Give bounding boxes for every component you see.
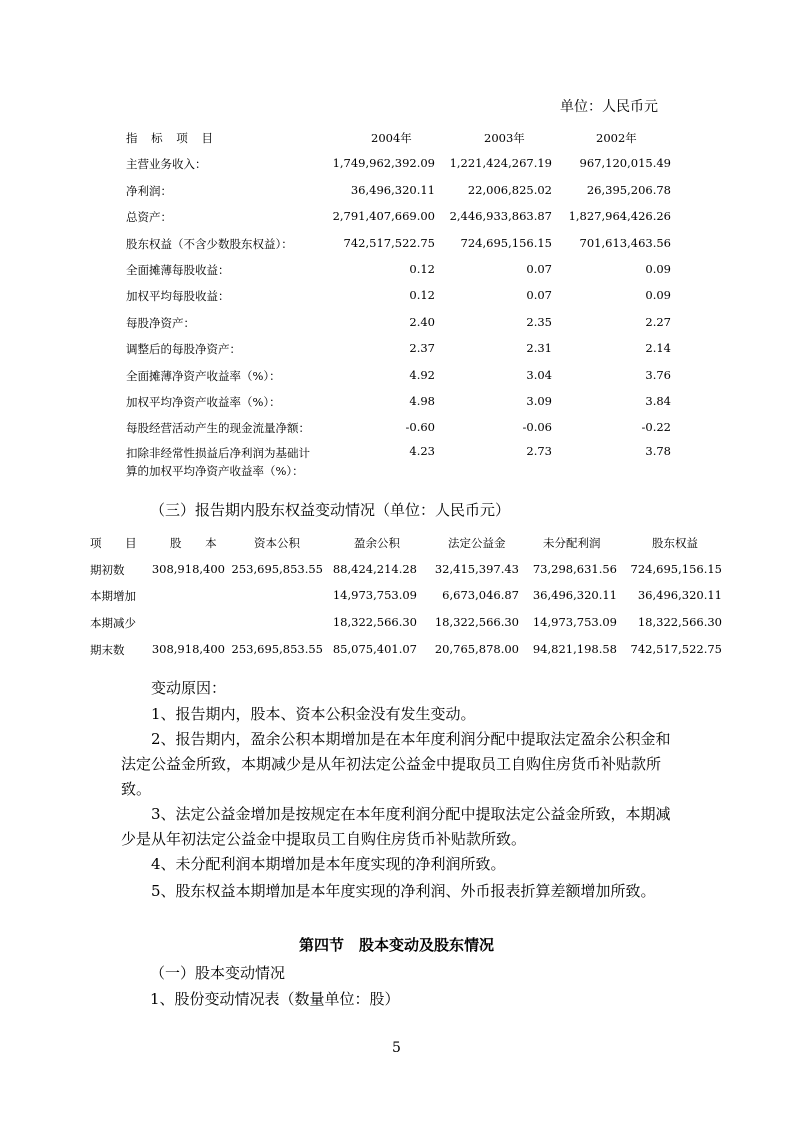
value-2004: -0.60 [405,420,435,435]
row-label-line1: 扣除非经常性损益后净利润为基础计 [126,445,310,460]
table-row [90,557,722,584]
row-label: 净利润： [126,183,172,198]
value-2003: 3.04 [526,367,552,382]
table-row [126,258,671,284]
table-row [126,364,671,390]
cell: 742,517,522.75 [630,641,722,656]
value-2002: 701,613,463.56 [579,235,671,250]
section-title: 第四节 股本变动及股东情况 [298,936,494,954]
reason-paragraph: 1、报告期内，股本、资本公积金没有发生变动。 [151,705,476,723]
row-label: 调整后的每股净资产： [126,342,241,357]
header-item: 项 目 [90,536,147,550]
value-2002: 967,120,015.49 [579,156,671,171]
row-label-line2: 算的加权平均净资产收益率（%）： [126,463,304,478]
table-header-row [126,126,671,152]
value-2002: 2.14 [645,341,671,356]
value-2003: 2.73 [526,443,552,458]
cell: 724,695,156.15 [630,561,722,576]
cell: 253,695,853.55 [231,561,323,576]
value-2002: -0.22 [641,420,671,435]
header-2003: 2003年 [484,131,525,145]
value-2004: 2.37 [409,341,435,356]
row-label: 股东权益（不含少数股东权益）： [126,236,293,251]
table-row [126,337,671,363]
value-2003: 22,006,825.02 [467,182,552,197]
cell: 36,496,320.11 [637,588,722,603]
value-2003: 1,221,424,267.19 [449,156,552,171]
row-label [126,444,310,480]
cell: 18,322,566.30 [434,615,519,630]
value-2003: 0.07 [526,288,552,303]
table-row [126,311,671,337]
financial-indicators-table [126,126,671,483]
cell: 32,415,397.43 [434,561,519,576]
unit-label: 单位：人民币元 [560,99,658,115]
row-label: 加权平均每股收益： [126,289,230,304]
cell: 14,973,753.09 [332,588,417,603]
table-row [90,637,722,664]
cell: 94,821,198.58 [532,641,617,656]
cell: 14,973,753.09 [532,615,617,630]
value-2004: 4.23 [409,443,435,458]
reason-paragraph: 4、未分配利润本期增加是本年度实现的净利润所致。 [151,855,506,873]
value-2003: 2.31 [526,341,552,356]
cell: 36,496,320.11 [532,588,617,603]
value-2002: 3.84 [645,393,671,408]
value-2004: 0.12 [409,288,435,303]
reason-paragraph: 3、法定公益金增加是按规定在本年度利润分配中提取法定公益金所致，本期减少是从年初法定公益金中提取员工自购住房货币补贴款所致。 [121,805,671,848]
cell: 308,918,400 [151,561,225,576]
header-2004: 2004年 [371,131,412,145]
header-indicator: 指 标 项 目 [126,131,218,145]
row-label: 主营业务收入： [126,157,207,172]
value-2003: 2.35 [526,314,552,329]
value-2003: 2,446,933,863.87 [449,209,552,224]
value-2003: 724,695,156.15 [460,235,552,250]
row-label: 总资产： [126,210,172,225]
value-2002: 0.09 [645,261,671,276]
table-row [126,232,671,258]
header-undistributed-profit: 未分配利润 [543,536,601,550]
value-2003: 0.07 [526,261,552,276]
row-label: 本期增加 [90,589,136,604]
header-share-capital: 股 本 [170,536,227,550]
cell: 88,424,214.28 [332,561,417,576]
row-label: 每股经营活动产生的现金流量净额： [126,421,310,436]
value-2003: -0.06 [522,420,552,435]
reason-paragraph: 5、股东权益本期增加是本年度实现的净利润、外币报表折算差额增加所致。 [151,882,656,900]
value-2004: 0.12 [409,261,435,276]
cell: 85,075,401.07 [332,641,417,656]
cell: 18,322,566.30 [332,615,417,630]
equity-changes-table [90,530,722,663]
table-row [126,416,671,442]
table-row [126,390,671,416]
row-label: 全面摊薄每股收益： [126,262,230,277]
row-label: 期末数 [90,642,125,657]
reasons-title: 变动原因： [151,679,227,697]
value-2002: 3.76 [645,367,671,382]
cell: 6,673,046.87 [442,588,519,603]
reason-paragraph: 2、报告期内，盈余公积本期增加是在本年度利润分配中提取法定盈余公积金和法定公益金所致，本期减少是从年初法定公益金中提取员工自购住房货币补贴款所致。 [121,730,671,798]
cell: 20,765,878.00 [434,641,519,656]
page-number: 5 [392,1040,401,1056]
cell: 253,695,853.55 [231,641,323,656]
value-2004: 2.40 [409,314,435,329]
row-label: 期初数 [90,562,125,577]
value-2002: 0.09 [645,288,671,303]
cell: 308,918,400 [151,641,225,656]
value-2004: 1,749,962,392.09 [332,156,435,171]
table-header-row [90,530,722,557]
header-2002: 2002年 [596,131,637,145]
table-row [126,443,671,483]
value-2004: 4.98 [409,393,435,408]
row-label: 每股净资产： [126,315,195,330]
header-capital-reserve: 资本公积 [254,536,300,550]
header-surplus-reserve: 盈余公积 [354,536,400,550]
row-label: 加权平均净资产收益率（%）： [126,394,281,409]
table-row [90,610,722,637]
value-2002: 26,395,206.78 [586,182,671,197]
table-row [126,205,671,231]
row-label: 全面摊薄净资产收益率（%）： [126,368,281,383]
subsection-heading: （一）股本变动情况 [150,964,286,982]
section-heading: （三）报告期内股东权益变动情况（单位：人民币元） [150,501,511,519]
value-2002: 3.78 [645,443,671,458]
table-row [126,152,671,178]
value-2004: 36,496,320.11 [350,182,435,197]
header-equity: 股东权益 [652,536,698,550]
cell: 18,322,566.30 [637,615,722,630]
value-2004: 2,791,407,669.00 [332,209,435,224]
value-2002: 1,827,964,426.26 [568,209,671,224]
cell: 73,298,631.56 [532,561,617,576]
row-label: 本期减少 [90,616,136,631]
table-row [126,179,671,205]
table-row [90,583,722,610]
table-row [126,284,671,310]
subsection-heading: 1、股份变动情况表（数量单位：股） [150,990,400,1008]
value-2003: 3.09 [526,393,552,408]
value-2004: 4.92 [409,367,435,382]
value-2002: 2.27 [645,314,671,329]
value-2004: 742,517,522.75 [343,235,435,250]
header-welfare-fund: 法定公益金 [448,536,506,550]
